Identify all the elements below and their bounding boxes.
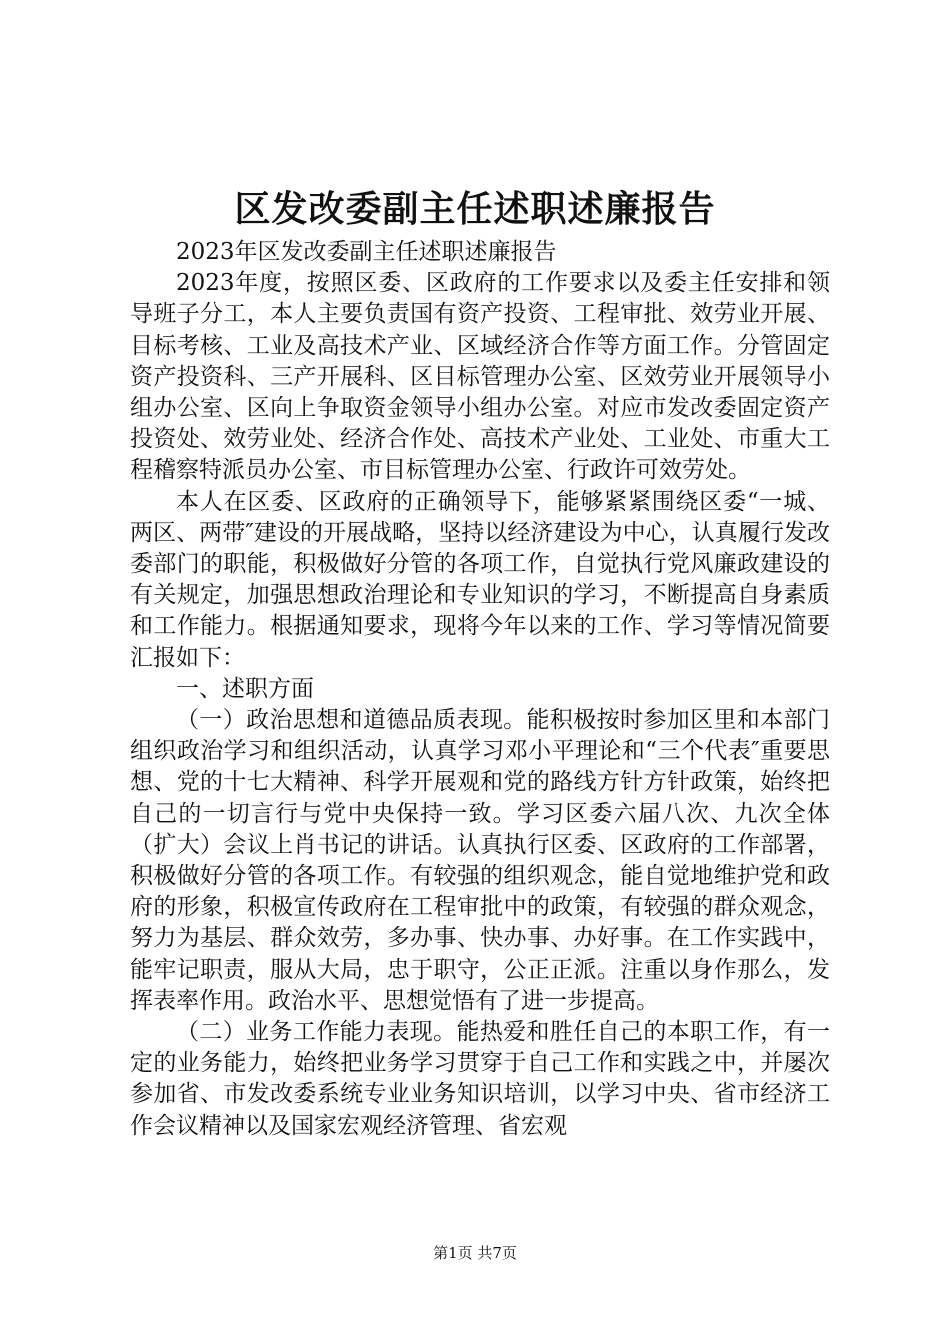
document-body	[130, 237, 830, 1142]
subtitle-paragraph: 2023年区发改委副主任述职述廉报告	[176, 239, 557, 265]
document-title: 区发改委副主任述职述廉报告	[234, 188, 716, 230]
body-paragraph: 2023年度，按照区委、区政府的工作要求以及委主任安排和领导班子分工，本人主要负责国有资产投资、工程审批、效劳业开展、目标考核、工业及高技术产业、区域经济合作等方面工作。分管固定资产投资科、三产开展科、区目标管理办公室、区效劳业开展领导小组办公室、区向上争取资金领导小组办公室。对应市发改委固定资产投资处、效劳业处、经济合作处、高技术产业处、工业处、市重大工程稽察特派员办公室、市目标管理办公室、行政许可效劳处。	[130, 270, 830, 484]
section-heading: 一、述职方面	[176, 675, 314, 702]
page-footer: 第1页 共7页	[433, 1244, 517, 1262]
body-paragraph: （二）业务工作能力表现。能热爱和胜任自己的本职工作，有一定的业务能力，始终把业务学习贯穿于自己工作和实践之中，并屡次参加省、市发改委系统专业业务知识培训，以学习中央、省市经济工作会议精神以及国家宏观经济管理、省宏观	[130, 1019, 830, 1139]
body-paragraph: （一）政治思想和道德品质表现。能积极按时参加区里和本部门组织政治学习和组织活动，认真学习邓小平理论和“三个代表″重要思想、党的十七大精神、科学开展观和党的路线方针方针政策，始终把自己的一切言行与党中央保持一致。学习区委六届八次、九次全体（扩大）会议上肖书记的讲话。认真执行区委、区政府的工作部署，积极做好分管的各项工作。有较强的组织观念，能自觉地维护党和政府的形象，积极宣传政府在工程审批中的政策，有较强的群众观念，努力为基层、群众效劳，多办事、快办事、办好事。在工作实践中，能牢记职责，服从大局，忠于职守，公正正派。注重以身作那么，发挥表率作用。政治水平、思想觉悟有了进一步提高。	[130, 707, 830, 1014]
body-paragraph: 本人在区委、区政府的正确领导下，能够紧紧围绕区委“一城、两区、两带″建设的开展战略，坚持以经济建设为中心，认真履行发改委部门的职能，积极做好分管的各项工作，自觉执行党风廉政建设的有关规定，加强思想政治理论和专业知识的学习，不断提高自身素质和工作能力。根据通知要求，现将今年以来的工作、学习等情况简要汇报如下：	[130, 488, 830, 671]
